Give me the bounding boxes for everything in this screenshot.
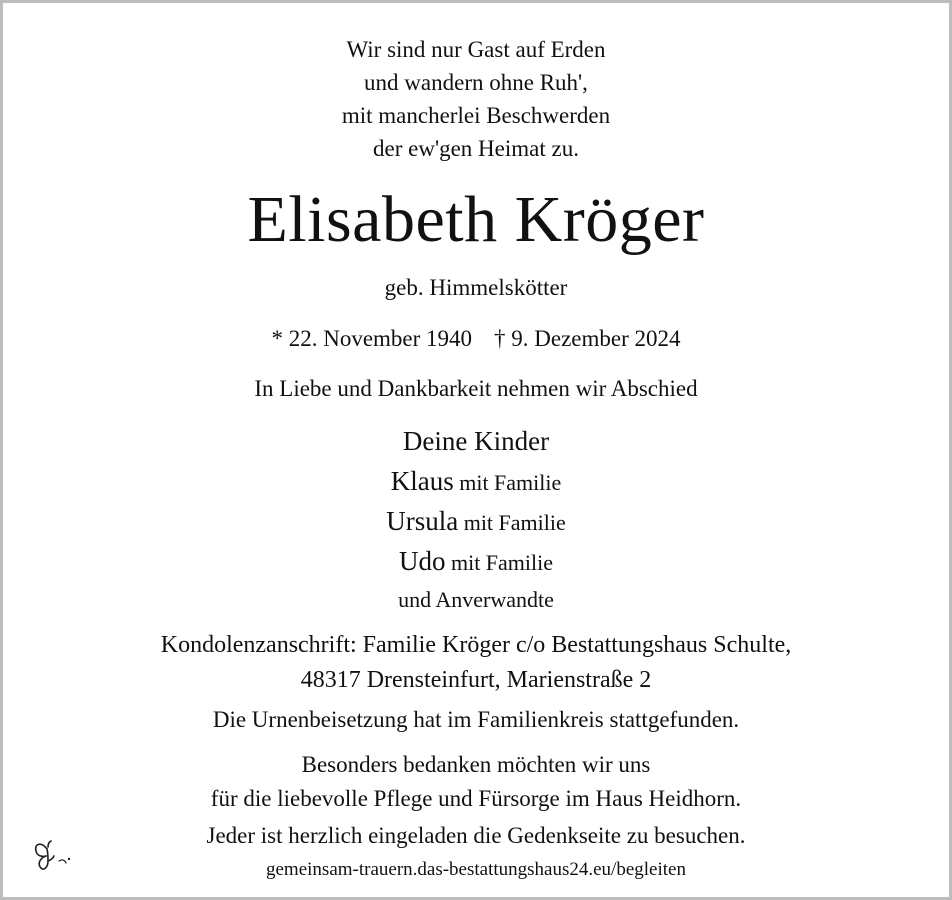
maiden-name: geb. Himmelskötter xyxy=(384,275,568,300)
mourner-name: Klaus xyxy=(390,466,454,496)
relatives-line: und Anverwandte xyxy=(398,587,554,612)
mourner-name: Ursula xyxy=(386,506,459,536)
poem-line: mit mancherlei Beschwerden xyxy=(341,103,611,128)
birth-date: * 22. November 1940 xyxy=(271,326,473,351)
deceased-name: Elisabeth Kröger xyxy=(247,183,705,256)
address-line: 48317 Drensteinfurt, Marienstraße 2 xyxy=(300,667,652,693)
urn-notice: Die Urnenbeisetzung hat im Familienkreis stattgefunden. xyxy=(212,707,740,732)
mourner-suffix: mit Familie xyxy=(450,550,554,575)
poem xyxy=(3,33,949,165)
condolence-address xyxy=(3,628,949,698)
thanks-line: für die liebevolle Pflege und Fürsorge im Haus Heidhorn. xyxy=(210,786,742,811)
mourner-entry xyxy=(3,542,949,582)
life-dates xyxy=(3,323,949,355)
memorial-link[interactable]: gemeinsam-trauern.das-bestattungshaus24.eu/begleiten xyxy=(266,859,686,880)
mourner-name: Udo xyxy=(398,546,446,576)
farewell-text: In Liebe und Dankbarkeit nehmen wir Abschied xyxy=(254,376,698,401)
address-line: Kondolenzanschrift: Familie Kröger c/o Bestattungshaus Schulte, xyxy=(160,632,792,658)
mourner-suffix: mit Familie xyxy=(459,470,562,495)
mourner-entry xyxy=(3,462,949,502)
mourner-entry xyxy=(3,502,949,542)
poem-line: Wir sind nur Gast auf Erden xyxy=(346,37,606,62)
poem-line: und wandern ohne Ruh', xyxy=(364,70,588,95)
poem-line: der ew'gen Heimat zu. xyxy=(373,136,579,161)
mourner-suffix: mit Familie xyxy=(463,510,566,535)
memorial-invitation: Jeder ist herzlich eingeladen die Gedenkseite zu besuchen. xyxy=(206,823,746,848)
mourners-list xyxy=(3,422,949,618)
death-date: † 9. Dezember 2024 xyxy=(494,326,681,351)
thanks-text xyxy=(3,748,949,816)
thanks-line: Besonders bedanken möchten wir uns xyxy=(301,752,651,777)
mourners-title: Deine Kinder xyxy=(402,426,550,456)
butterfly-icon xyxy=(31,839,75,875)
